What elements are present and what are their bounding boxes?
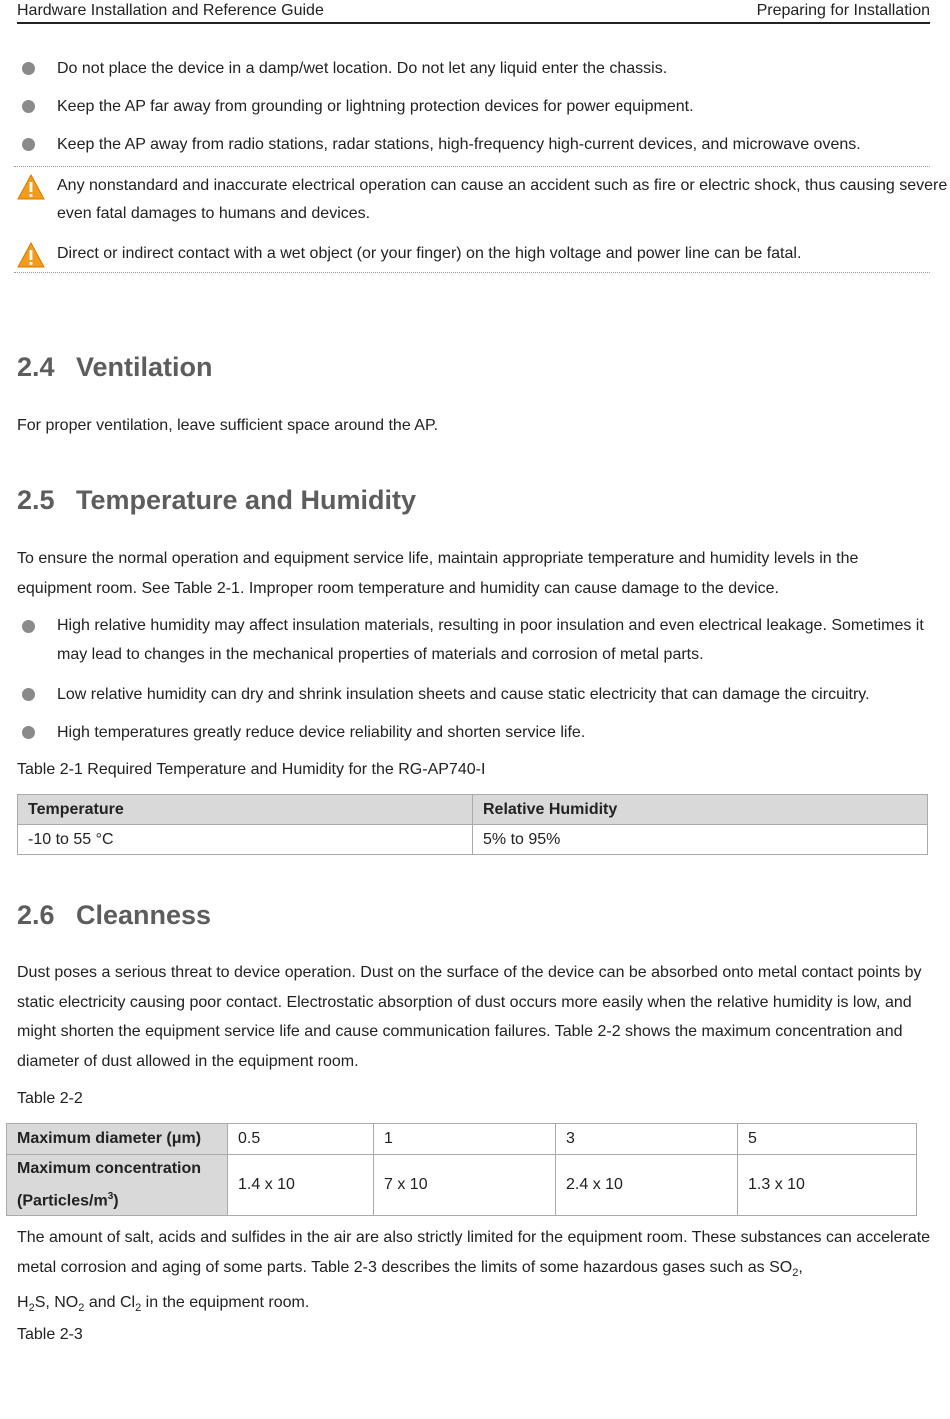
bullet-icon bbox=[22, 688, 35, 701]
para-text: The amount of salt, acids and sulfides in the air are also strictly limited for the equipment room. These substances can accelerate metal corrosion and aging of some parts. Table 2-3 describes the limits of some hazardous gases such as SO bbox=[17, 1229, 931, 1276]
section-title: Cleanness bbox=[76, 900, 212, 930]
warning-note bbox=[17, 240, 950, 268]
section-number: 2.5 bbox=[17, 485, 55, 515]
para-text: S, NO bbox=[34, 1294, 79, 1312]
row-label-close: ) bbox=[113, 1192, 119, 1210]
row-label-line: Maximum concentration bbox=[17, 1160, 202, 1177]
page-header bbox=[17, 0, 930, 24]
superscript: 3 bbox=[107, 1191, 114, 1202]
dust-table bbox=[6, 1123, 917, 1216]
section-heading-ventilation bbox=[17, 350, 213, 384]
table-row bbox=[18, 825, 928, 855]
table-cell: 3 bbox=[556, 1124, 738, 1155]
table-row-header: Maximum diameter (μm) bbox=[7, 1124, 228, 1155]
para-text: H bbox=[17, 1294, 29, 1312]
subscript: 2 bbox=[28, 1302, 35, 1315]
bullet-icon bbox=[22, 138, 35, 151]
list-item-text: High relative humidity may affect insulation materials, resulting in poor insulation and even electrical leakage. Sometimes it may lead to changes in the mechanical properties of materials and corrosion of metal parts. bbox=[57, 617, 924, 663]
list-item bbox=[17, 54, 930, 92]
table-caption: Table 2-1 Required Temperature and Humidity for the RG-AP740-I bbox=[17, 761, 486, 778]
table-cell: 0.5 bbox=[228, 1124, 374, 1155]
list-item-text: Keep the AP away from radio stations, radar stations, high-frequency high-current devices, and microwave ovens. bbox=[57, 136, 861, 153]
list-item-text: High temperatures greatly reduce device reliability and shorten service life. bbox=[57, 724, 586, 741]
section-title: Temperature and Humidity bbox=[76, 485, 417, 515]
header-chapter-title: Preparing for Installation bbox=[756, 2, 930, 19]
bullet-icon bbox=[22, 100, 35, 113]
warning-text: Any nonstandard and inaccurate electrical operation can cause an accident such as fire or electric shock, thus causing severe even fatal damages to humans and devices. bbox=[57, 177, 948, 222]
list-item-text: Low relative humidity can dry and shrink insulation sheets and cause static electricity that can damage the circuitry. bbox=[57, 686, 870, 703]
divider bbox=[14, 272, 930, 273]
hazardous-gas-paragraph bbox=[17, 1223, 932, 1324]
header-guide-title: Hardware Installation and Reference Guide bbox=[17, 2, 324, 19]
warning-icon bbox=[17, 174, 45, 200]
table-header-cell: Relative Humidity bbox=[473, 795, 928, 825]
divider bbox=[14, 166, 930, 167]
section-heading-cleanness bbox=[17, 898, 211, 932]
table-cell: 1.4 x 10 bbox=[228, 1155, 374, 1216]
list-item bbox=[17, 718, 930, 756]
para-text: in the equipment room. bbox=[141, 1294, 310, 1312]
table-cell: -10 to 55 °C bbox=[18, 825, 473, 855]
bullet-icon bbox=[22, 726, 35, 739]
para-text: , bbox=[798, 1258, 803, 1276]
warning-text: Direct or indirect contact with a wet object (or your finger) on the high voltage and power line can be fatal. bbox=[57, 245, 802, 262]
row-label-line: (Particles/m bbox=[17, 1192, 108, 1210]
top-bullet-list bbox=[17, 54, 930, 168]
table-header-row bbox=[18, 795, 928, 825]
warning-note bbox=[17, 172, 950, 228]
list-item bbox=[17, 92, 930, 130]
table-cell: 7 x 10 bbox=[374, 1155, 556, 1216]
table-row-header bbox=[7, 1155, 228, 1216]
bullet-icon bbox=[22, 62, 35, 75]
list-item-text: Keep the AP far away from grounding or lightning protection devices for power equipment. bbox=[57, 98, 694, 115]
subscript: 2 bbox=[135, 1302, 142, 1315]
table-cell: 2.4 x 10 bbox=[556, 1155, 738, 1216]
section-heading-temperature bbox=[17, 483, 416, 517]
humidity-bullet-list bbox=[17, 612, 930, 756]
list-item bbox=[17, 130, 930, 168]
subscript: 2 bbox=[792, 1266, 799, 1279]
table-caption: Table 2-3 bbox=[17, 1326, 83, 1343]
temperature-paragraph: To ensure the normal operation and equipment service life, maintain appropriate temperature and humidity levels in the equipment room. See Table 2-1. Improper room temperature and humidity can cause damage to the device. bbox=[17, 550, 859, 597]
subscript: 2 bbox=[78, 1302, 85, 1315]
list-item-text: Do not place the device in a damp/wet location. Do not let any liquid enter the chassis. bbox=[57, 60, 668, 77]
table-caption: Table 2-2 bbox=[17, 1090, 83, 1107]
section-number: 2.4 bbox=[17, 352, 55, 382]
section-title: Ventilation bbox=[76, 352, 213, 382]
section-number: 2.6 bbox=[17, 900, 55, 930]
table-cell: 1.3 x 10 bbox=[738, 1155, 917, 1216]
table-cell: 5 bbox=[738, 1124, 917, 1155]
table-row bbox=[7, 1155, 917, 1216]
list-item bbox=[17, 612, 930, 680]
table-row bbox=[7, 1124, 917, 1155]
para-text: and Cl bbox=[84, 1294, 136, 1312]
table-cell: 1 bbox=[374, 1124, 556, 1155]
table-header-cell: Temperature bbox=[18, 795, 473, 825]
temperature-humidity-table bbox=[17, 794, 928, 855]
bullet-icon bbox=[22, 620, 35, 633]
table-cell: 5% to 95% bbox=[473, 825, 928, 855]
cleanness-paragraph: Dust poses a serious threat to device operation. Dust on the surface of the device can be absorbed onto metal contact points by static electricity causing poor contact. Electrostatic absorption of dust occurs more easily when the relative humidity is low, and might shorten the equipment service life and cause communication failures. Table 2-2 shows the maximum concentration and diameter of dust allowed in the equipment room. bbox=[17, 964, 922, 1070]
list-item bbox=[17, 680, 930, 718]
ventilation-paragraph: For proper ventilation, leave sufficient space around the AP. bbox=[17, 417, 439, 434]
warning-icon bbox=[17, 242, 45, 268]
